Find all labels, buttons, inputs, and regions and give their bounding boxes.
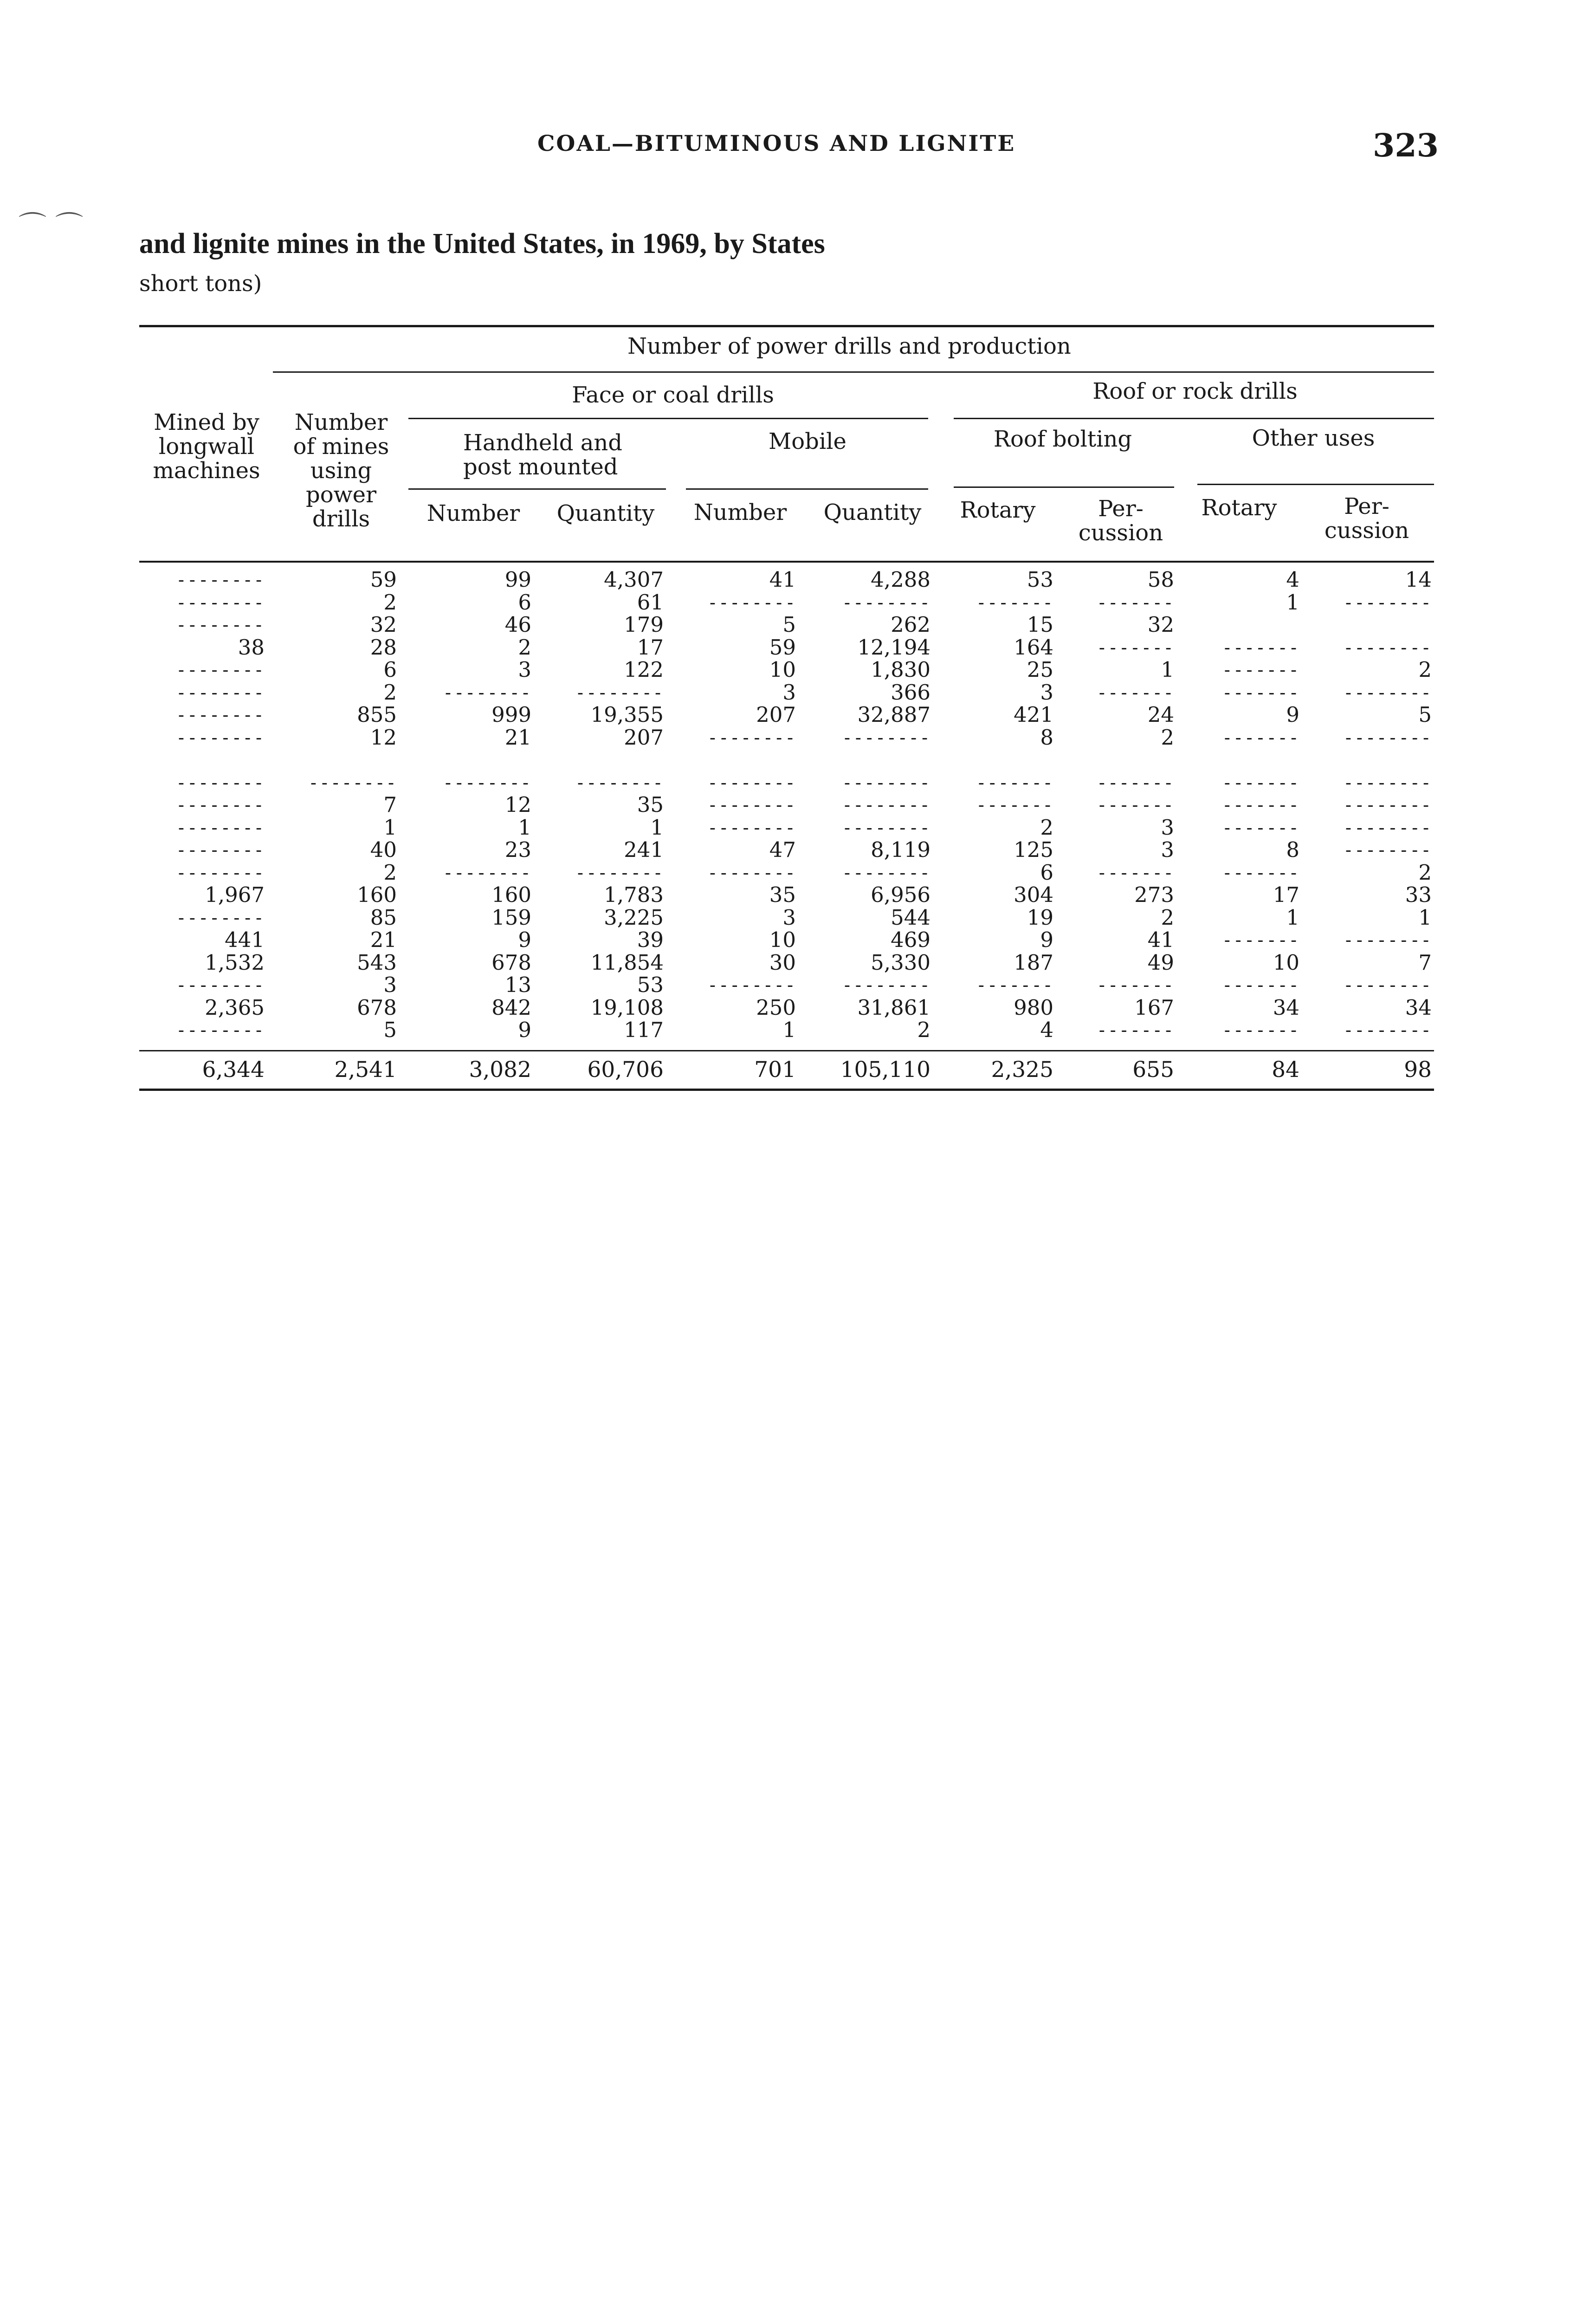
cell-mobile-number: 30 xyxy=(769,950,796,975)
cell-roof-bolting-rotary: 25 xyxy=(1027,657,1053,682)
cell-mobile-quantity: 1,830 xyxy=(871,657,930,682)
cell-mines: 85 xyxy=(370,905,397,930)
cell-handheld-quantity: 39 xyxy=(637,927,664,952)
cell-handheld-quantity: 1,783 xyxy=(604,882,664,907)
cell-roof-bolting-percussion: ------- xyxy=(1096,592,1174,613)
table-row xyxy=(139,614,1434,636)
cell-mobile-number: 250 xyxy=(756,995,796,1020)
cell-mobile-quantity: 31,861 xyxy=(857,995,930,1020)
header-mobile: Mobile xyxy=(769,428,846,454)
cell-mines: 6 xyxy=(383,657,397,682)
header-other-uses: Other uses xyxy=(1252,425,1375,451)
header-other-percussion: Per- cussion xyxy=(1324,493,1409,544)
header-mobile-quantity: Quantity xyxy=(823,499,922,525)
other-uses-rule xyxy=(1197,484,1434,485)
cell-longwall: -------- xyxy=(175,682,265,703)
header-roof-bolting-rotary: Rotary xyxy=(960,497,1036,523)
cell-other-rotary: ------- xyxy=(1221,682,1299,703)
cell-handheld-number: 159 xyxy=(491,905,531,930)
header-mobile-number: Number xyxy=(693,499,787,525)
cell-roof-bolting-percussion: ------- xyxy=(1096,772,1174,793)
cell-mines: 1 xyxy=(383,815,397,840)
table-row xyxy=(139,569,1434,591)
cell-mobile-quantity: 105,110 xyxy=(840,1057,930,1083)
cell-roof-bolting-percussion: ------- xyxy=(1096,1020,1174,1040)
cell-roof-bolting-rotary: ------- xyxy=(976,975,1053,995)
cell-handheld-number: 1 xyxy=(518,815,531,840)
cell-mobile-number: -------- xyxy=(707,817,796,838)
header-mines-using-drills: Number of mines using power drills xyxy=(293,409,389,532)
cell-longwall: 1,967 xyxy=(205,882,265,907)
cell-longwall: -------- xyxy=(175,862,265,883)
cell-mines: 59 xyxy=(370,567,397,592)
cell-roof-bolting-rotary: 3 xyxy=(1040,680,1053,705)
cell-other-percussion: 33 xyxy=(1405,882,1432,907)
cell-handheld-number: 46 xyxy=(504,612,531,637)
cell-roof-bolting-percussion: 2 xyxy=(1161,905,1174,930)
cell-mines: 855 xyxy=(357,702,397,727)
cell-mobile-quantity: 366 xyxy=(891,680,930,705)
cell-roof-bolting-percussion: 1 xyxy=(1161,657,1174,682)
cell-other-rotary: 1 xyxy=(1286,905,1299,930)
cell-mines: 2 xyxy=(383,680,397,705)
cell-other-percussion: 1 xyxy=(1418,905,1432,930)
table-row xyxy=(139,704,1434,726)
cell-mobile-number: -------- xyxy=(707,862,796,883)
table-row xyxy=(139,974,1434,996)
cell-roof-bolting-rotary: 980 xyxy=(1014,995,1053,1020)
cell-other-rotary: ------- xyxy=(1221,772,1299,793)
cell-mobile-number: 35 xyxy=(769,882,796,907)
roof-bolting-rule xyxy=(954,486,1174,488)
cell-other-rotary: ------- xyxy=(1221,727,1299,748)
header-handheld-quantity: Quantity xyxy=(556,500,655,526)
cell-other-rotary: 17 xyxy=(1273,882,1299,907)
face-drills-rule xyxy=(408,418,928,419)
cell-roof-bolting-percussion: 655 xyxy=(1132,1057,1174,1083)
cell-roof-bolting-percussion: 32 xyxy=(1147,612,1174,637)
cell-other-percussion: -------- xyxy=(1343,1020,1432,1040)
cell-mobile-quantity: 544 xyxy=(891,905,930,930)
cell-handheld-number: 6 xyxy=(518,590,531,615)
cell-handheld-number: 12 xyxy=(504,792,531,817)
cell-handheld-number: 23 xyxy=(504,837,531,862)
cell-roof-bolting-rotary: 9 xyxy=(1040,927,1053,952)
cell-handheld-quantity: 60,706 xyxy=(587,1057,664,1083)
cell-roof-bolting-rotary: 304 xyxy=(1014,882,1053,907)
cell-mines: 5 xyxy=(383,1018,397,1042)
cell-roof-bolting-percussion: ------- xyxy=(1096,682,1174,703)
cell-roof-bolting-rotary: 6 xyxy=(1040,860,1053,885)
cell-longwall: -------- xyxy=(175,795,265,815)
header-other-rotary: Rotary xyxy=(1201,495,1277,521)
totals-row xyxy=(139,1057,1434,1083)
cell-roof-bolting-rotary: 19 xyxy=(1027,905,1053,930)
cell-mines: 2 xyxy=(383,590,397,615)
cell-mines: 3 xyxy=(383,972,397,997)
cell-other-rotary: ------- xyxy=(1221,975,1299,995)
cell-other-rotary: 1 xyxy=(1286,590,1299,615)
table-row xyxy=(139,884,1434,906)
cell-handheld-quantity: 19,355 xyxy=(590,702,664,727)
header-face-drills: Face or coal drills xyxy=(572,382,774,408)
cell-handheld-quantity: 4,307 xyxy=(604,567,664,592)
cell-longwall: 1,532 xyxy=(205,950,265,975)
cell-mobile-quantity: 2 xyxy=(917,1018,930,1042)
cell-handheld-quantity: -------- xyxy=(575,682,664,703)
cell-other-rotary: ------- xyxy=(1221,930,1299,950)
table-subtitle: short tons) xyxy=(139,271,262,297)
cell-mobile-quantity: -------- xyxy=(841,795,930,815)
cell-other-percussion: -------- xyxy=(1343,727,1432,748)
table-row xyxy=(139,726,1434,749)
header-handheld: Handheld and post mounted xyxy=(463,430,623,480)
cell-longwall: 2,365 xyxy=(205,995,265,1020)
table-row xyxy=(139,862,1434,884)
cell-mobile-number: 701 xyxy=(754,1057,796,1083)
cell-longwall: 441 xyxy=(225,927,265,952)
cell-mines: 678 xyxy=(357,995,397,1020)
cell-other-rotary: 9 xyxy=(1286,702,1299,727)
cell-handheld-number: 999 xyxy=(491,702,531,727)
cell-mines: 21 xyxy=(370,927,397,952)
cell-other-rotary: 34 xyxy=(1273,995,1299,1020)
top-rule xyxy=(139,325,1434,327)
cell-other-percussion: 5 xyxy=(1418,702,1432,727)
cell-other-rotary: ------- xyxy=(1221,795,1299,815)
header-power-drills: Number of power drills and production xyxy=(627,333,1071,359)
header-bottom-rule xyxy=(139,561,1434,563)
cell-mines: 2 xyxy=(383,860,397,885)
cell-handheld-quantity: 179 xyxy=(624,612,664,637)
mobile-rule xyxy=(686,488,928,490)
cell-handheld-quantity: -------- xyxy=(575,772,664,793)
roof-drills-rule xyxy=(954,418,1434,419)
cell-longwall: 38 xyxy=(238,635,265,660)
cell-handheld-number: 9 xyxy=(518,927,531,952)
cell-roof-bolting-percussion: 167 xyxy=(1134,995,1174,1020)
cell-other-percussion: 98 xyxy=(1404,1057,1432,1083)
cell-other-rotary: ------- xyxy=(1221,637,1299,658)
cell-mines: 32 xyxy=(370,612,397,637)
cell-handheld-quantity: 1 xyxy=(650,815,664,840)
cell-longwall: -------- xyxy=(175,727,265,748)
cell-mobile-number: 47 xyxy=(769,837,796,862)
cell-handheld-number: -------- xyxy=(442,772,531,793)
cell-roof-bolting-percussion: 58 xyxy=(1147,567,1174,592)
table-row xyxy=(139,952,1434,974)
group-rule xyxy=(273,371,1434,373)
cell-handheld-quantity: -------- xyxy=(575,862,664,883)
table-row xyxy=(139,907,1434,929)
cell-other-rotary: 10 xyxy=(1273,950,1299,975)
running-head-title: COAL—BITUMINOUS AND LIGNITE xyxy=(537,131,1016,156)
table-row xyxy=(139,591,1434,614)
cell-mobile-number: -------- xyxy=(707,795,796,815)
cell-roof-bolting-percussion: ------- xyxy=(1096,862,1174,883)
cell-roof-bolting-rotary: ------- xyxy=(976,592,1053,613)
cell-handheld-number: 678 xyxy=(491,950,531,975)
cell-longwall: -------- xyxy=(175,615,265,635)
cell-longwall: -------- xyxy=(175,570,265,590)
table-row xyxy=(139,817,1434,839)
cell-mines: 7 xyxy=(383,792,397,817)
cell-roof-bolting-percussion: ------- xyxy=(1096,975,1174,995)
cell-mobile-quantity: -------- xyxy=(841,727,930,748)
header-mined-by-longwall: Mined by longwall machines xyxy=(153,409,260,484)
cell-handheld-number: 3 xyxy=(518,657,531,682)
cell-mobile-quantity: 12,194 xyxy=(857,635,930,660)
page-number: 323 xyxy=(1373,127,1439,164)
cell-mobile-quantity: -------- xyxy=(841,862,930,883)
header-handheld-number: Number xyxy=(426,500,520,526)
header-roof-drills: Roof or rock drills xyxy=(1092,378,1298,404)
cell-longwall: -------- xyxy=(175,817,265,838)
table-row xyxy=(139,681,1434,704)
cell-handheld-number: 99 xyxy=(504,567,531,592)
cell-other-percussion: -------- xyxy=(1343,817,1432,838)
cell-roof-bolting-percussion: 3 xyxy=(1161,815,1174,840)
cell-roof-bolting-percussion: ------- xyxy=(1096,637,1174,658)
cell-mines: 160 xyxy=(357,882,397,907)
cell-roof-bolting-percussion: 2 xyxy=(1161,725,1174,750)
cell-roof-bolting-rotary: 4 xyxy=(1040,1018,1053,1042)
cell-handheld-quantity: 207 xyxy=(624,725,664,750)
table-row xyxy=(139,749,1434,771)
header-roof-bolting-percussion: Per- cussion xyxy=(1078,496,1163,546)
cell-mobile-number: 41 xyxy=(769,567,796,592)
cell-mines: -------- xyxy=(308,772,397,793)
table-title: and lignite mines in the United States, in 1969, by States xyxy=(139,228,825,259)
cell-handheld-quantity: 241 xyxy=(624,837,664,862)
table-row xyxy=(139,794,1434,816)
cell-roof-bolting-percussion: 49 xyxy=(1147,950,1174,975)
cell-other-percussion: 34 xyxy=(1405,995,1432,1020)
cell-mobile-number: 10 xyxy=(769,927,796,952)
cell-other-percussion: -------- xyxy=(1343,975,1432,995)
table-row xyxy=(139,1019,1434,1041)
cell-roof-bolting-rotary: ------- xyxy=(976,795,1053,815)
cell-other-rotary: 4 xyxy=(1286,567,1299,592)
cell-handheld-quantity: 122 xyxy=(624,657,664,682)
cell-handheld-quantity: 35 xyxy=(637,792,664,817)
cell-roof-bolting-rotary: 2 xyxy=(1040,815,1053,840)
header-roof-bolting: Roof bolting xyxy=(993,426,1132,452)
cell-other-percussion: 7 xyxy=(1418,950,1432,975)
table-row xyxy=(139,839,1434,861)
cell-other-percussion: 2 xyxy=(1418,860,1432,885)
cell-mines: 12 xyxy=(370,725,397,750)
cell-longwall: 6,344 xyxy=(202,1057,265,1083)
cell-mobile-quantity: -------- xyxy=(841,772,930,793)
cell-other-percussion: -------- xyxy=(1343,795,1432,815)
totals-top-rule xyxy=(139,1050,1434,1051)
cell-longwall: -------- xyxy=(175,975,265,995)
cell-mobile-number: 3 xyxy=(782,680,796,705)
cell-roof-bolting-rotary: 15 xyxy=(1027,612,1053,637)
cell-longwall: -------- xyxy=(175,705,265,725)
cell-mobile-quantity: -------- xyxy=(841,975,930,995)
cell-mines: 543 xyxy=(357,950,397,975)
cell-handheld-quantity: 61 xyxy=(637,590,664,615)
cell-roof-bolting-percussion: 3 xyxy=(1161,837,1174,862)
cell-handheld-number: 842 xyxy=(491,995,531,1020)
table-row xyxy=(139,772,1434,794)
cell-roof-bolting-rotary: 125 xyxy=(1014,837,1053,862)
cell-roof-bolting-percussion: 41 xyxy=(1147,927,1174,952)
cell-other-rotary: ------- xyxy=(1221,660,1299,680)
cell-mobile-quantity: 469 xyxy=(891,927,930,952)
cell-mines: 2,541 xyxy=(334,1057,397,1083)
cell-other-percussion: -------- xyxy=(1343,682,1432,703)
cell-mines: 40 xyxy=(370,837,397,862)
table-row xyxy=(139,997,1434,1019)
cell-mobile-number: 1 xyxy=(782,1018,796,1042)
cell-longwall: -------- xyxy=(175,1020,265,1040)
cell-roof-bolting-rotary: 187 xyxy=(1014,950,1053,975)
running-head xyxy=(0,127,1596,164)
cell-roof-bolting-rotary: 8 xyxy=(1040,725,1053,750)
cell-roof-bolting-percussion: 273 xyxy=(1134,882,1174,907)
table-row xyxy=(139,636,1434,659)
cell-roof-bolting-rotary: 2,325 xyxy=(991,1057,1053,1083)
cell-mobile-quantity: 8,119 xyxy=(871,837,930,862)
cell-mobile-quantity: 262 xyxy=(891,612,930,637)
cell-mobile-number: 5 xyxy=(782,612,796,637)
cell-mobile-quantity: 4,288 xyxy=(871,567,930,592)
cell-roof-bolting-rotary: 421 xyxy=(1014,702,1053,727)
cell-other-percussion: 14 xyxy=(1405,567,1432,592)
cell-other-rotary: ------- xyxy=(1221,817,1299,838)
cell-handheld-number: -------- xyxy=(442,682,531,703)
cell-mobile-quantity: -------- xyxy=(841,817,930,838)
cell-other-percussion: -------- xyxy=(1343,930,1432,950)
cell-other-percussion: -------- xyxy=(1343,772,1432,793)
cell-mobile-quantity: 6,956 xyxy=(871,882,930,907)
cell-mines: 28 xyxy=(370,635,397,660)
scan-mark-icon: ⌒ ⌒ xyxy=(19,210,84,243)
cell-longwall: -------- xyxy=(175,840,265,860)
cell-handheld-number: -------- xyxy=(442,862,531,883)
cell-other-rotary: ------- xyxy=(1221,862,1299,883)
cell-mobile-number: 3 xyxy=(782,905,796,930)
cell-mobile-number: -------- xyxy=(707,975,796,995)
cell-handheld-number: 9 xyxy=(518,1018,531,1042)
cell-other-rotary: 84 xyxy=(1272,1057,1299,1083)
cell-roof-bolting-rotary: ------- xyxy=(976,772,1053,793)
cell-roof-bolting-rotary: 53 xyxy=(1027,567,1053,592)
cell-mobile-number: -------- xyxy=(707,592,796,613)
cell-handheld-number: 3,082 xyxy=(469,1057,531,1083)
cell-other-percussion: -------- xyxy=(1343,592,1432,613)
cell-other-percussion: 2 xyxy=(1418,657,1432,682)
cell-mobile-quantity: 32,887 xyxy=(857,702,930,727)
totals-bottom-rule xyxy=(139,1089,1434,1091)
cell-handheld-number: 13 xyxy=(504,972,531,997)
cell-handheld-number: 160 xyxy=(491,882,531,907)
cell-longwall: -------- xyxy=(175,772,265,793)
cell-roof-bolting-percussion: ------- xyxy=(1096,795,1174,815)
cell-mobile-quantity: -------- xyxy=(841,592,930,613)
table-row xyxy=(139,659,1434,681)
cell-mobile-number: 10 xyxy=(769,657,796,682)
cell-roof-bolting-rotary: 164 xyxy=(1014,635,1053,660)
table-row xyxy=(139,929,1434,951)
cell-other-rotary: 8 xyxy=(1286,837,1299,862)
cell-handheld-number: 21 xyxy=(504,725,531,750)
cell-mobile-number: -------- xyxy=(707,727,796,748)
cell-other-rotary: ------- xyxy=(1221,1020,1299,1040)
cell-longwall: -------- xyxy=(175,907,265,928)
cell-mobile-number: -------- xyxy=(707,772,796,793)
cell-handheld-number: 2 xyxy=(518,635,531,660)
cell-other-percussion: -------- xyxy=(1343,840,1432,860)
cell-handheld-quantity: 17 xyxy=(637,635,664,660)
handheld-rule xyxy=(408,488,666,490)
cell-handheld-quantity: 3,225 xyxy=(604,905,664,930)
cell-handheld-quantity: 53 xyxy=(637,972,664,997)
cell-handheld-quantity: 11,854 xyxy=(590,950,664,975)
cell-handheld-quantity: 117 xyxy=(624,1018,664,1042)
cell-longwall: -------- xyxy=(175,660,265,680)
cell-mobile-number: 207 xyxy=(756,702,796,727)
cell-mobile-number: 59 xyxy=(769,635,796,660)
cell-longwall: -------- xyxy=(175,592,265,613)
cell-handheld-quantity: 19,108 xyxy=(590,995,664,1020)
cell-other-percussion: -------- xyxy=(1343,637,1432,658)
cell-mobile-quantity: 5,330 xyxy=(871,950,930,975)
cell-roof-bolting-percussion: 24 xyxy=(1147,702,1174,727)
